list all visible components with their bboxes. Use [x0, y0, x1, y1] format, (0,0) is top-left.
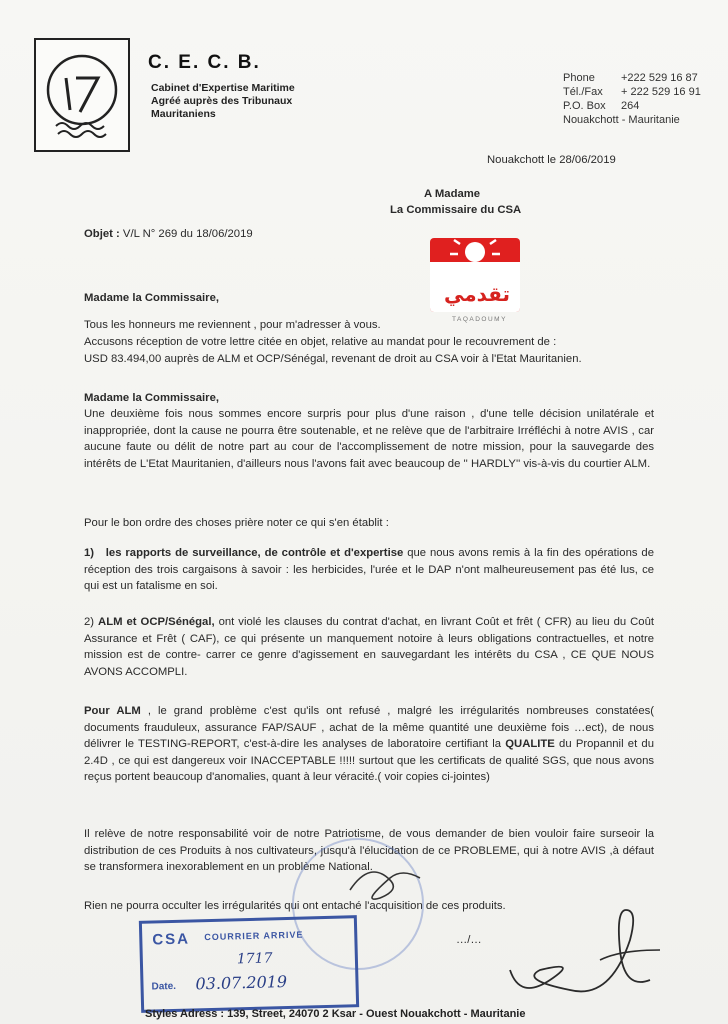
- contact-fax: Tél./Fax + 222 529 16 91: [563, 86, 701, 98]
- receipt-stamp: [139, 915, 359, 1013]
- recipient-line-2: La Commissaire du CSA: [390, 204, 522, 216]
- para-4: Pour ALM , le grand problème c'est qu'ils ont refusé , malgré les irrégularités nombreuses constatées( documents frauduleux, assurance FAP/SAUF , achat de la même quantité une deuxième fois …ect), de nous délivrer le TESTING-REPORT, c'est-à-dire les analyses de laboratoire certifiant la QUALITE du Propannil et du 2.4D , ce qui est dangereux voir INACCEPTABLE !!!!! surtout que les certificats de qualité SGS, que nous avons reçus portent beaucoup d'anomalies, quant à leur véracité.( voir copies ci-jointes): [84, 705, 655, 783]
- contact-pobox: P.O. Box 264: [563, 100, 640, 112]
- initials-signature-icon: [340, 850, 430, 910]
- anchor-wave-icon: [36, 40, 128, 150]
- stamp-title: COURRIER ARRIVE: [204, 929, 304, 943]
- para-3: Pour le bon ordre des choses prière noter ce qui s'en établit :: [84, 517, 389, 529]
- para-6: Rien ne pourra occulter les irrégularités qui ont entaché l'acquisition de ces produits.: [84, 900, 506, 912]
- place-date: Nouakchott le 28/06/2019: [487, 154, 616, 166]
- org-name: C. E. C. B.: [148, 52, 261, 73]
- continuation-mark: …/…: [456, 934, 482, 946]
- watermark-latin: TAQADOUMY: [452, 316, 507, 323]
- company-logo: [34, 38, 130, 152]
- stamp-date: 03.07.2019: [195, 972, 288, 994]
- para-2: Une deuxième fois nous sommes encore surpris pour plus d'une raison , d'une telle décision unilatérale et inappropriée, dont la cause ne pourra être soutenable, et ne relève que de l'arbitraire Irréfléchi à notre AVIS , car aucune faute ou délit de notre part au cour de l'accomplissement de notre mission, pour la sauvegarde des intérêts de L'Etat Mauritanien, d'ailleurs nous l'avons fait avec beaucoup de '' HARDLY'' vis-à-vis du courtier ALM.: [84, 408, 654, 470]
- subject-line: Objet : V/L N° 269 du 18/06/2019: [84, 228, 253, 240]
- watermark-arabic: تقدمي: [443, 284, 511, 306]
- item-2: 2) ALM et OCP/Sénégal, ont violé les clauses du contrat d'achat, en livrant Coût et frêt ( CFR) au lieu du Coût Assurance et Frêt ( CAF), ce qui présente un manquement notoire à leurs obligations contractuelles, et notre mission est de contre- carrer ce genre d'agissement en sauvegardant les intérêts du CSA , CE QUE NOUS AVONS ACCOMPLI.: [84, 616, 655, 678]
- org-line-3: Mauritaniens: [151, 108, 216, 120]
- stamp-org: CSA: [152, 930, 191, 949]
- recipient-line-1: A Madame: [424, 188, 481, 200]
- stamp-date-label: Date.: [151, 980, 177, 993]
- org-line-2: Agréé auprès des Tribunaux: [151, 95, 293, 107]
- para-1-line-1: Tous les honneurs me reviennent , pour m'adresser à vous.: [84, 319, 381, 331]
- para-5: Il relève de notre responsabilité voir de notre Patriotisme, de vous demander de bien vouloir faire surseoir la distribution de ces Produits à nos cultivateurs, jusqu'à l'élucidation de ce PROBLEME, qui à notre AVIS ,à défaut se transformera inexorablement en un problème National.: [84, 828, 654, 873]
- para-1-line-3: USD 83.494,00 auprès de ALM et OCP/Sénégal, revenant de droit au CSA voir à l'Etat Mauritanien.: [84, 353, 582, 365]
- salutation-2: Madame la Commissaire,: [84, 392, 219, 404]
- contact-phone: Phone +222 529 16 87: [563, 72, 698, 84]
- stamp-number: 1717: [236, 950, 273, 968]
- org-line-1: Cabinet d'Expertise Maritime: [151, 82, 295, 94]
- item-1: 1) les rapports de surveillance, de contrôle et d'expertise que nous avons remis à la fin des opérations de réception des trois cargaisons à savoir : les herbicides, l'urée et le DAP n'ont malheureusement pas été lus, ce qui est un fatalisme en soi.: [84, 547, 654, 592]
- salutation-1: Madame la Commissaire,: [84, 292, 219, 304]
- footer-address: Styles Adress : 139, Street, 24070 2 Ksar - Ouest Nouakchott - Mauritanie: [145, 1008, 526, 1020]
- para-1-line-2: Accusons réception de votre lettre citée en objet, relative au mandat pour le recouvrement de :: [84, 336, 557, 348]
- handwritten-signature-icon: [490, 900, 690, 1010]
- contact-city: Nouakchott - Mauritanie: [563, 114, 680, 126]
